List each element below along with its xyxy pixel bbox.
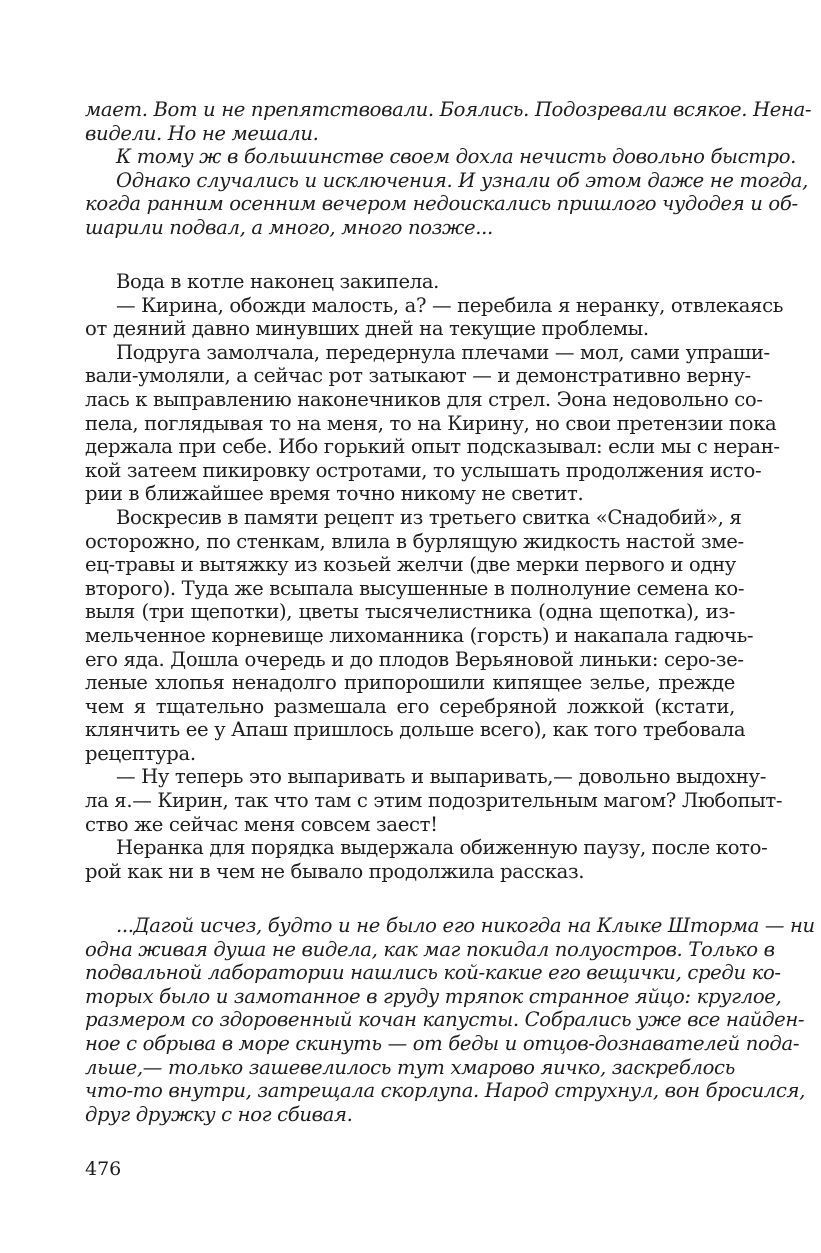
text-line: держала при себе. Ибо горький опыт подсказывал: если мы с неран- — [85, 435, 780, 459]
text-line: рии в ближайшее время точно никому не светит. — [85, 482, 584, 506]
text-line: ство же сейчас меня совсем заест! — [85, 812, 438, 836]
text-line: видели. Но не мешали. — [85, 121, 319, 145]
text-line: Однако случались и исключения. И узнали об этом даже не тогда, — [116, 168, 808, 192]
text-line: — Кирина, обожди малость, а? — перебила я неранку, отвлекаясь — [116, 293, 784, 317]
text-line: торых было и замотанное в груду тряпок странное яйцо: круглое, — [85, 984, 782, 1008]
text-line: чем я тщательно размешала его серебряной ложкой (кстати, — [85, 694, 735, 718]
text-line: второго). Туда же всыпала высушенные в полнолуние семена ко- — [85, 576, 745, 600]
text-line: Вода в котле наконец закипела. — [116, 270, 440, 293]
text-line: пела, поглядывая то на меня, то на Кирину, но свои претензии пока — [85, 411, 777, 435]
text-line: Неранка для порядка выдержала обиженную паузу, после кото- — [116, 836, 768, 860]
text-line: мает. Вот и не препятствовали. Боялись. Подозревали всякое. Нена- — [85, 98, 812, 121]
text-line: рой как ни в чем не бывало продолжила рассказ. — [85, 859, 585, 883]
text-line: подвальной лаборатории нашлись кой-какие его вещички, среди ко- — [85, 961, 781, 985]
text-line: осторожно, по стенкам, влила в бурлящую жидкость настой зме- — [85, 529, 744, 553]
text-line: ...Дагой исчез, будто и не было его никогда на Клыке Шторма — ни — [116, 914, 815, 937]
italic-passage-bottom — [85, 914, 815, 1126]
text-line: — Ну теперь это выпаривать и выпаривать,— довольно выдохну- — [116, 765, 766, 789]
italic-passage-top — [85, 98, 812, 240]
text-line: от деяний давно минувших дней на текущие проблемы. — [85, 317, 649, 341]
text-line: ла я.— Кирин, так что там с этим подозрительным магом? Любопыт- — [85, 789, 783, 813]
text-line: кой затеем пикировку остротами, то услышать продолжения исто- — [85, 458, 762, 482]
text-line: размером со здоровенный кочан капусты. Собрались уже все найден- — [85, 1008, 805, 1032]
text-line: ец-травы и вытяжку из козьей желчи (две мерки первого и одну — [85, 553, 736, 577]
text-line: Воскресив в памяти рецепт из третьего свитка «Снадобий», я — [116, 505, 742, 529]
text-line: его яда. Дошла очередь и до плодов Верьяновой линьки: серо-зе- — [85, 647, 744, 671]
text-line: что-то внутри, затрещала скорлупа. Народ струхнул, вон бросился, — [85, 1079, 805, 1103]
main-narrative — [85, 270, 784, 883]
text-line: когда ранним осенним вечером недоискались пришлого чудодея и об- — [85, 192, 798, 216]
text-line: шарили подвал, а много, много позже... — [85, 215, 493, 239]
text-line: ное с обрыва в море скинуть — от беды и отцов-дознавателей пода- — [85, 1031, 800, 1055]
text-line: рецептура. — [85, 741, 196, 765]
text-line: К тому ж в большинстве своем дохла нечисть довольно быстро. — [116, 145, 797, 169]
text-line: выля (три щепотки), цветы тысячелистника (одна щепотка), из- — [85, 600, 735, 624]
text-line: мельченное корневище лихоманника (горсть) и накапала гадючь- — [85, 623, 754, 647]
text-line: лась к выправлению наконечников для стрел. Эона недовольно со- — [85, 387, 763, 411]
text-line: леные хлопья ненадолго припорошили кипящее зелье, прежде — [85, 671, 735, 695]
text-line: Подруга замолчала, передернула плечами — мол, сами упраши- — [116, 340, 770, 364]
text-line: клянчить ее у Апаш пришлось дольше всего), как того требовала — [85, 718, 746, 742]
text-line: одна живая душа не видела, как маг покидал полуостров. Только в — [85, 937, 775, 961]
text-line: вали-умоляли, а сейчас рот затыкают — и демонстративно верну- — [85, 364, 751, 388]
text-line: друг дружку с ног сбивая. — [85, 1102, 353, 1126]
page-number: 476 — [85, 1158, 122, 1180]
text-line: льше,— только зашевелилось тут хмарово яичко, заскреблось — [85, 1055, 735, 1079]
